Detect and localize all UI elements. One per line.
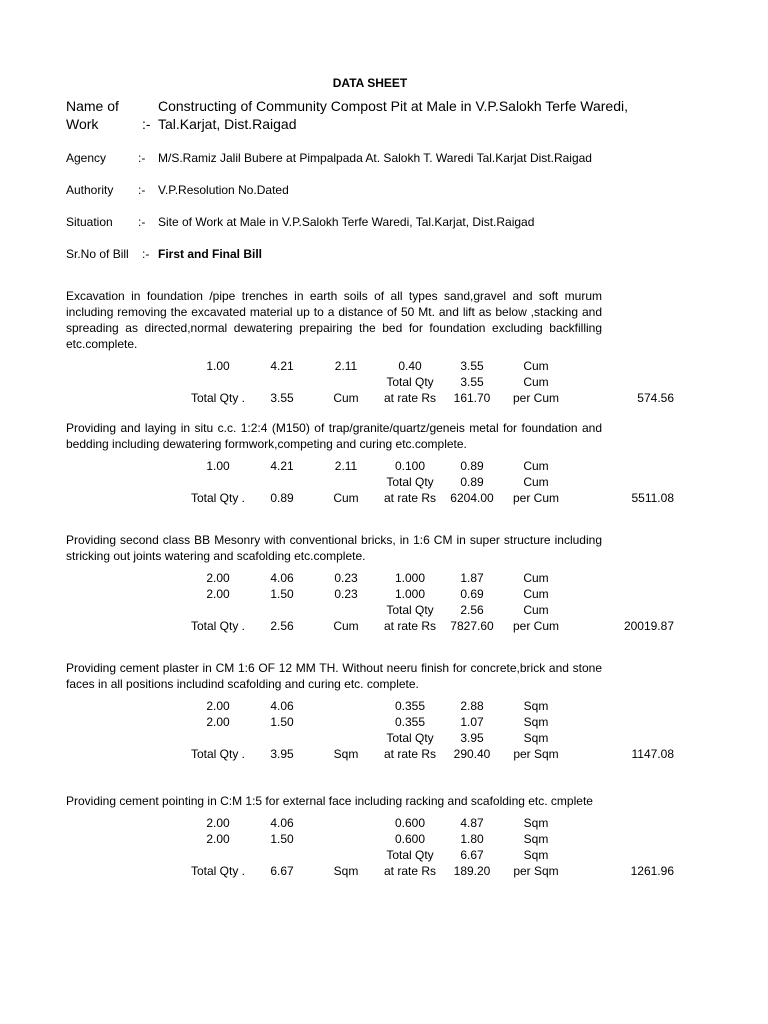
- situation-label: Situation: [66, 215, 113, 229]
- rate-row: [66, 746, 674, 762]
- meas-number: 2.00: [206, 571, 230, 585]
- item-amount: 574.56: [637, 391, 674, 405]
- agency-separator: :-: [138, 151, 146, 165]
- total-qty-row: [66, 730, 602, 746]
- rate-per-unit: per Sqm: [513, 747, 559, 761]
- meas-length: 4.06: [270, 816, 294, 830]
- total-qty-row: [66, 374, 602, 390]
- total-qty-unit: Cum: [523, 475, 549, 489]
- measurement-rows: [66, 358, 674, 406]
- meas-length: 4.21: [270, 359, 294, 373]
- meas-quantity: 1.80: [460, 832, 484, 846]
- total-qty-value: 6.67: [460, 848, 484, 862]
- measurement-rows: [66, 815, 674, 879]
- meas-depth: 0.355: [394, 715, 426, 729]
- work-item: [66, 660, 674, 762]
- measurement-row: [66, 586, 602, 602]
- meas-depth: 0.600: [394, 832, 426, 846]
- meas-length: 1.50: [270, 715, 294, 729]
- meas-number: 2.00: [206, 699, 230, 713]
- name-of-work-value-line1: Constructing of Community Compost Pit at Male in V.P.Salokh Terfe Waredi,: [158, 98, 628, 114]
- item-description: Providing cement pointing in C:M 1:5 for external face including racking and scafolding etc. cmplete: [66, 794, 593, 808]
- meas-quantity: 3.55: [460, 359, 484, 373]
- rate-per-unit: per Sqm: [513, 864, 559, 878]
- total-qty-value: 2.56: [460, 603, 484, 617]
- meas-number: 2.00: [206, 816, 230, 830]
- meas-unit: Cum: [523, 459, 549, 473]
- measurement-rows: [66, 698, 674, 762]
- rate-label: at rate Rs: [383, 391, 437, 405]
- rate-row-qty: 3.55: [270, 391, 294, 405]
- name-of-work-value-line2: Tal.Karjat, Dist.Raigad: [158, 116, 297, 132]
- meas-depth: 0.600: [394, 816, 426, 830]
- meas-number: 2.00: [206, 587, 230, 601]
- rate-row-label: Total Qty .: [190, 747, 246, 761]
- rate-per-unit: per Cum: [512, 391, 559, 405]
- name-of-work-separator: :-: [142, 116, 151, 132]
- meas-length: 1.50: [270, 832, 294, 846]
- measurement-row: [66, 714, 602, 730]
- measurement-row: [66, 815, 602, 831]
- authority-separator: :-: [138, 183, 146, 197]
- meas-quantity: 2.88: [460, 699, 484, 713]
- item-amount: 1147.08: [631, 747, 674, 761]
- work-label: Work: [66, 116, 99, 132]
- meas-number: 2.00: [206, 832, 230, 846]
- item-amount: 5511.08: [631, 491, 674, 505]
- rate-row-label: Total Qty .: [190, 391, 246, 405]
- agency-label: Agency: [66, 151, 107, 165]
- item-amount: 1261.96: [630, 864, 674, 878]
- rate-row-unit: Cum: [333, 619, 359, 633]
- meas-unit: Cum: [523, 359, 549, 373]
- rate-per-unit: per Cum: [512, 619, 559, 633]
- meas-unit: Cum: [523, 587, 549, 601]
- total-qty-unit: Sqm: [523, 848, 549, 862]
- measurement-row: [66, 698, 602, 714]
- meas-breadth: 0.23: [334, 571, 358, 585]
- rate-row-qty: 3.95: [270, 747, 294, 761]
- item-amount: 20019.87: [623, 619, 674, 633]
- rate-value: 290.40: [453, 747, 491, 761]
- meas-depth: 1.000: [394, 571, 426, 585]
- meas-length: 4.21: [270, 459, 294, 473]
- rate-label: at rate Rs: [383, 491, 437, 505]
- meas-breadth: 2.11: [334, 359, 358, 373]
- rate-value: 6204.00: [450, 491, 494, 505]
- situation-value: Site of Work at Male in V.P.Salokh Terfe Waredi, Tal.Karjat, Dist.Raigad: [158, 215, 535, 229]
- rate-per-unit: per Cum: [512, 491, 559, 505]
- rate-row-label: Total Qty .: [190, 864, 246, 878]
- total-qty-row: [66, 602, 602, 618]
- total-qty-row: [66, 847, 602, 863]
- rate-row-unit: Cum: [333, 391, 359, 405]
- total-qty-unit: Sqm: [523, 731, 549, 745]
- measurement-row: [66, 458, 602, 474]
- meas-quantity: 0.89: [460, 459, 484, 473]
- rate-value: 161.70: [453, 391, 491, 405]
- meas-depth: 1.000: [394, 587, 426, 601]
- work-item: [66, 532, 674, 634]
- rate-row-qty: 0.89: [270, 491, 294, 505]
- measurement-row: [66, 831, 602, 847]
- work-item: [66, 288, 674, 406]
- total-qty-unit: Cum: [523, 375, 549, 389]
- rate-row: [66, 618, 674, 634]
- bill-separator: :-: [142, 247, 150, 261]
- work-item: [66, 420, 674, 506]
- rate-value: 189.20: [453, 864, 491, 878]
- meas-quantity: 0.69: [460, 587, 484, 601]
- agency-value: M/S.Ramiz Jalil Bubere at Pimpalpada At. Salokh T. Waredi Tal.Karjat Dist.Raigad: [158, 151, 592, 165]
- rate-row-label: Total Qty .: [190, 619, 246, 633]
- meas-number: 1.00: [206, 359, 230, 373]
- meas-depth: 0.100: [394, 459, 426, 473]
- meas-unit: Sqm: [523, 832, 549, 846]
- rate-row-unit: Sqm: [333, 747, 359, 761]
- total-qty-label: Total Qty: [386, 731, 434, 745]
- rate-row: [66, 490, 674, 506]
- meas-length: 4.06: [270, 571, 294, 585]
- measurement-row: [66, 358, 602, 374]
- rate-row-qty: 6.67: [270, 864, 294, 878]
- meas-depth: 0.40: [398, 359, 422, 373]
- meas-unit: Sqm: [523, 715, 549, 729]
- work-item: [66, 793, 674, 879]
- item-description: Providing second class BB Mesonry with conventional bricks, in 1:6 CM in super structure including stricking out joints watering and scafolding etc.complete.: [66, 533, 602, 563]
- rate-label: at rate Rs: [383, 864, 437, 878]
- meas-length: 4.06: [270, 699, 294, 713]
- meas-breadth: 2.11: [334, 459, 358, 473]
- meas-depth: 0.355: [394, 699, 426, 713]
- total-qty-label: Total Qty: [386, 848, 434, 862]
- total-qty-value: 3.95: [460, 731, 484, 745]
- rate-value: 7827.60: [450, 619, 494, 633]
- total-qty-label: Total Qty: [386, 475, 434, 489]
- name-of-work-label: Name of: [66, 98, 119, 114]
- rate-row-unit: Cum: [333, 491, 359, 505]
- authority-label: Authority: [66, 183, 114, 197]
- total-qty-label: Total Qty: [386, 603, 434, 617]
- rate-row-label: Total Qty .: [190, 491, 246, 505]
- rate-row: [66, 390, 674, 406]
- meas-number: 2.00: [206, 715, 230, 729]
- measurement-row: [66, 570, 602, 586]
- rate-row: [66, 863, 674, 879]
- meas-quantity: 4.87: [460, 816, 484, 830]
- bill-label: Sr.No of Bill: [66, 247, 129, 261]
- authority-value: V.P.Resolution No.Dated: [158, 183, 289, 197]
- rate-label: at rate Rs: [383, 619, 437, 633]
- meas-quantity: 1.87: [460, 571, 484, 585]
- total-qty-value: 0.89: [460, 475, 484, 489]
- total-qty-unit: Cum: [523, 603, 549, 617]
- total-qty-label: Total Qty: [386, 375, 434, 389]
- meas-breadth: 0.23: [334, 587, 358, 601]
- rate-label: at rate Rs: [383, 747, 437, 761]
- meas-quantity: 1.07: [460, 715, 484, 729]
- meas-unit: Sqm: [523, 816, 549, 830]
- page-title: DATA SHEET: [332, 76, 408, 90]
- bill-value: First and Final Bill: [158, 247, 263, 261]
- meas-unit: Cum: [523, 571, 549, 585]
- item-description: Providing cement plaster in CM 1:6 OF 12 MM TH. Without neeru finish for concrete,brick and stone faces in all positions includind scafolding and curing etc. complete.: [66, 661, 602, 691]
- measurement-rows: [66, 570, 674, 634]
- item-description: Providing and laying in situ c.c. 1:2:4 (M150) of trap/granite/quartz/geneis metal for foundation and bedding including dewatering formwork,competing and curing etc.complete.: [66, 421, 602, 451]
- measurement-rows: [66, 458, 674, 506]
- meas-unit: Sqm: [523, 699, 549, 713]
- rate-row-qty: 2.56: [270, 619, 294, 633]
- meas-number: 1.00: [206, 459, 230, 473]
- rate-row-unit: Sqm: [333, 864, 359, 878]
- total-qty-row: [66, 474, 602, 490]
- situation-separator: :-: [138, 215, 146, 229]
- item-description: Excavation in foundation /pipe trenches in earth soils of all types sand,gravel and soft murum including removing the excavated material up to a distance of 50 Mt. and lift as below ,stacking and spreading as directed,normal dewatering prepairing the bed for foundation excluding backfilling etc.complete.: [66, 289, 602, 351]
- total-qty-value: 3.55: [460, 375, 484, 389]
- meas-length: 1.50: [270, 587, 294, 601]
- name-of-work-row: [66, 98, 746, 134]
